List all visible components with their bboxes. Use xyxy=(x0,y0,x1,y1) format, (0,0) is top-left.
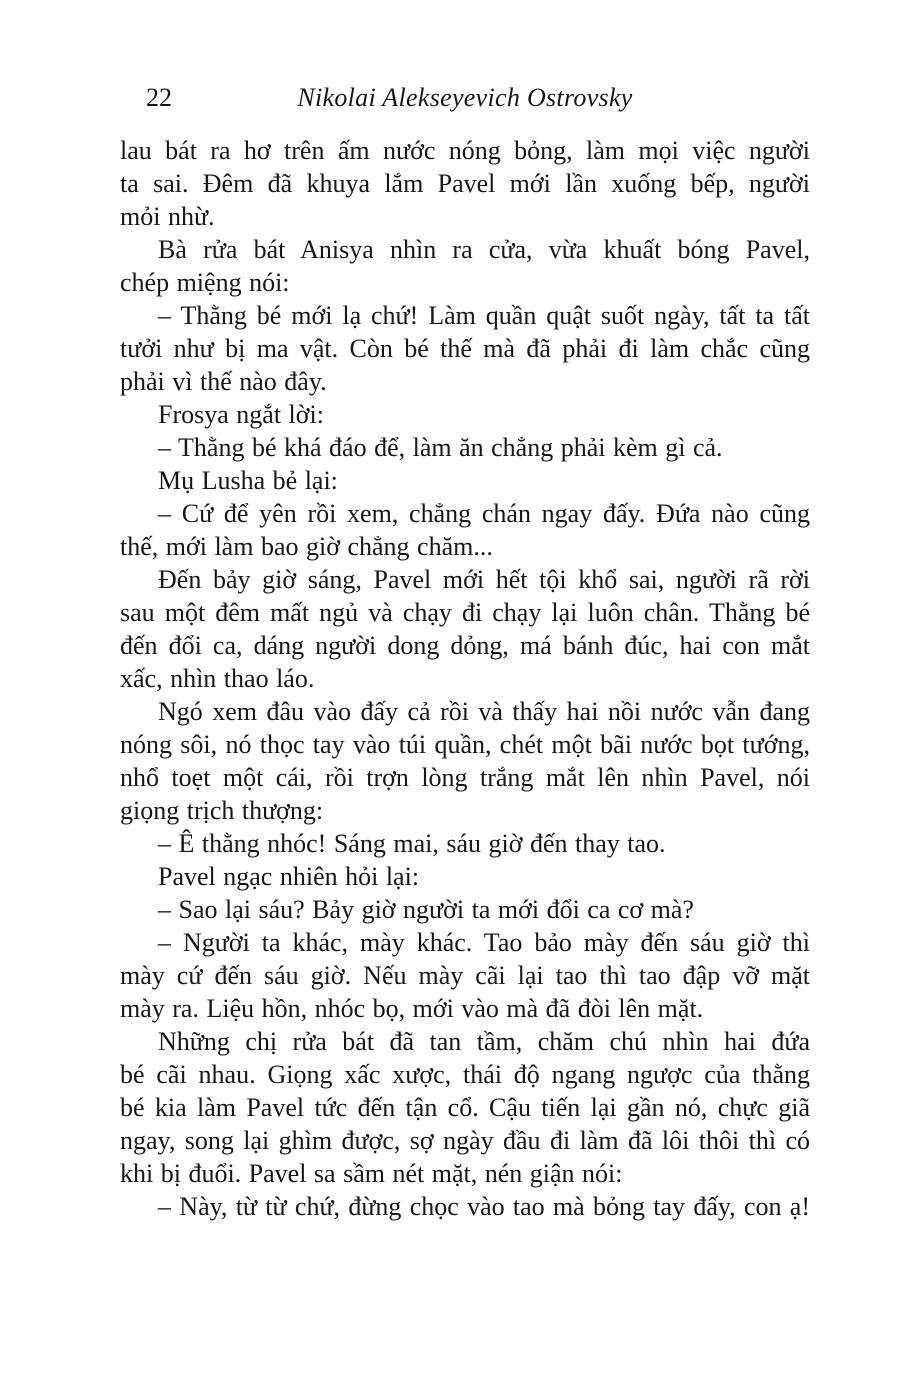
text-line: lau bát ra hơ trên ấm nước nóng bỏng, làm mọi việc người xyxy=(120,136,810,165)
text-line: Frosya ngắt lời: xyxy=(158,400,324,429)
text-line: – Ê thằng nhóc! Sáng mai, sáu giờ đến thay tao. xyxy=(158,829,666,858)
text-line: ta sai. Đêm đã khuya lắm Pavel mới lần xuống bếp, người xyxy=(120,169,810,198)
text-line: mày cứ đến sáu giờ. Nếu mày cãi lại tao thì tao đập vỡ mặt xyxy=(120,961,810,990)
paragraph xyxy=(120,695,810,827)
paragraph xyxy=(120,497,810,563)
text-line: – Sao lại sáu? Bảy giờ người ta mới đổi ca cơ mà? xyxy=(158,895,694,924)
page-header xyxy=(120,81,810,114)
body-text xyxy=(120,134,810,1223)
text-line: Ngó xem đâu vào đấy cả rồi và thấy hai nồi nước vẫn đang xyxy=(158,697,810,726)
text-line: đến đổi ca, dáng người dong dỏng, má bánh đúc, hai con mắt xyxy=(120,631,810,660)
text-line: nhổ toẹt một cái, rồi trợn lòng trắng mắt lên nhìn Pavel, nói xyxy=(120,763,810,792)
paragraph xyxy=(120,299,810,398)
running-header: Nikolai Alekseyevich Ostrovsky xyxy=(297,83,633,112)
paragraph xyxy=(120,563,810,695)
text-line: Bà rửa bát Anisya nhìn ra cửa, vừa khuất bóng Pavel, xyxy=(158,235,810,264)
text-line: giọng trịch thượng: xyxy=(120,796,324,825)
paragraph xyxy=(120,134,810,233)
paragraph xyxy=(120,926,810,1025)
text-line: tưởi như bị ma vật. Còn bé thế mà đã phải đi làm chắc cũng xyxy=(120,334,810,363)
text-line: – Thằng bé mới lạ chứ! Làm quần quật suốt ngày, tất ta tất xyxy=(158,301,810,330)
text-line: Pavel ngạc nhiên hỏi lại: xyxy=(158,862,420,891)
paragraph xyxy=(120,431,810,464)
text-line: thế, mới làm bao giờ chẳng chăm... xyxy=(120,532,493,561)
paragraph xyxy=(120,398,810,431)
text-line: – Này, từ từ chứ, đừng chọc vào tao mà bỏng tay đấy, con ạ! xyxy=(158,1192,810,1221)
paragraph xyxy=(120,233,810,299)
paragraph xyxy=(120,827,810,860)
text-line: khi bị đuổi. Pavel sa sầm nét mặt, nén giận nói: xyxy=(120,1159,623,1188)
paragraph xyxy=(120,464,810,497)
text-line: Đến bảy giờ sáng, Pavel mới hết tội khổ sai, người rã rời xyxy=(158,565,810,594)
text-line: – Thằng bé khá đáo để, làm ăn chẳng phải kèm gì cả. xyxy=(158,433,723,462)
text-line: phải vì thế nào đây. xyxy=(120,367,327,396)
text-line: bé kia làm Pavel tức đến tận cổ. Cậu tiến lại gần nó, chực giã xyxy=(120,1093,810,1122)
paragraph xyxy=(120,860,810,893)
text-line: Những chị rửa bát đã tan tầm, chăm chú nhìn hai đứa xyxy=(158,1027,810,1056)
text-line: chép miệng nói: xyxy=(120,268,290,297)
text-line: xấc, nhìn thao láo. xyxy=(120,664,315,693)
text-line: – Người ta khác, mày khác. Tao bảo mày đến sáu giờ thì xyxy=(158,928,810,957)
text-line: mày ra. Liệu hồn, nhóc bọ, mới vào mà đã đòi lên mặt. xyxy=(120,994,704,1023)
text-line: – Cứ để yên rồi xem, chẳng chán ngay đấy. Đứa nào cũng xyxy=(158,499,810,528)
text-line: mỏi nhừ. xyxy=(120,202,215,231)
text-line: ngay, song lại ghìm được, sợ ngày đầu đi làm đã lôi thôi thì có xyxy=(120,1126,810,1155)
text-line: nóng sôi, nó thọc tay vào túi quần, chét một bãi nước bọt tướng, xyxy=(120,730,810,759)
text-line: sau một đêm mất ngủ và chạy đi chạy lại luôn chân. Thằng bé xyxy=(120,598,810,627)
paragraph xyxy=(120,1190,810,1223)
paragraph xyxy=(120,893,810,926)
text-line: Mụ Lusha bẻ lại: xyxy=(158,466,338,495)
page-number: 22 xyxy=(146,83,172,112)
text-line: bé cãi nhau. Giọng xấc xược, thái độ ngang ngược của thằng xyxy=(120,1060,810,1089)
paragraph xyxy=(120,1025,810,1190)
